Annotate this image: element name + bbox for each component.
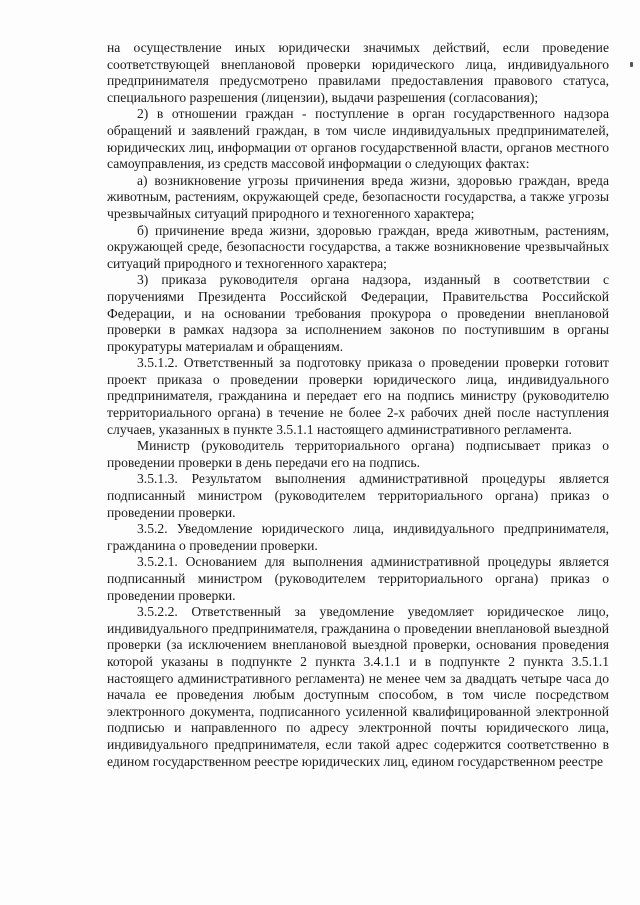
paragraph-3-5-2-2: 3.5.2.2. Ответственный за уведомление уведомляет юридическое лицо, индивидуального предпринимателя, гражданина о проведении внеплановой выездной проверки (за исключением внеплановой выездной проверки, основания проведения которой указаны в подпункте 2 пункта 3.4.1.1 и в подпункте 2 пункта 3.5.1.1 настоящего административного регламента) не менее чем за двадцать четыре часа до начала ее проведения любым доступным способом, в том числе посредством электронного документа, подписанного усиленной квалифицированной электронной подписью и направленного по адресу электронной почты юридического лица, индивидуального предпринимателя, если такой адрес содержится соответственно в едином государственном реестре юридических лиц, едином государственном реестре bbox=[107, 604, 609, 769]
page-edge-mark bbox=[630, 62, 633, 67]
paragraph-item-2: 2) в отношении граждан - поступление в орган государственного надзора обращений и заявлений граждан, в том числе индивидуальных предпринимателей, юридических лиц, информации от органов государственной власти, органов местного самоуправления, из средств массовой информации о следующих фактах: bbox=[107, 106, 609, 172]
paragraph-continuation: на осуществление иных юридически значимых действий, если проведение соответствующей внеплановой проверки юридического лица, индивидуального предпринимателя предусмотрено правилами предоставления правового статуса, специального разрешения (лицензии), выдачи разрешения (согласования); bbox=[107, 40, 609, 105]
paragraph-minister-signs: Министр (руководитель территориального органа) подписывает приказ о проведении проверки в день передачи его на подпись. bbox=[107, 438, 609, 470]
paragraph-3-5-2-1: 3.5.2.1. Основанием для выполнения административной процедуры является подписанный министром (руководителем территориального органа) приказ о проведении проверки. bbox=[107, 554, 609, 603]
paragraph-item-a: а) возникновение угрозы причинения вреда жизни, здоровью граждан, вреда животным, растениям, окружающей среде, безопасности государства, а также угрозы чрезвычайных ситуаций природного и техногенного характера; bbox=[107, 172, 609, 221]
paragraph-3-5-1-2: 3.5.1.2. Ответственный за подготовку приказа о проведении проверки готовит проект приказа о проведении проверки юридического лица, индивидуального предпринимателя, гражданина и передает его на подпись министру (руководителю территориального органа) в течение не более 2-х рабочих дней после наступления случаев, указанных в пункте 3.5.1.1 настоящего административного регламента. bbox=[107, 355, 609, 437]
paragraph-3-5-2: 3.5.2. Уведомление юридического лица, индивидуального предпринимателя, гражданина о проведении проверки. bbox=[107, 521, 609, 553]
paragraph-3-5-1-3: 3.5.1.3. Результатом выполнения административной процедуры является подписанный министром (руководителем территориального органа) приказ о проведении проверки. bbox=[107, 471, 609, 520]
paragraph-item-3: 3) приказа руководителя органа надзора, изданный в соответствии с поручениями Президента Российской Федерации, Правительства Российской Федерации, и на основании требования прокурора о проведении внеплановой проверки в рамках надзора за исполнением законов по поступившим в органы прокуратуры материалам и обращениям. bbox=[107, 272, 609, 354]
paragraph-item-b: б) причинение вреда жизни, здоровью граждан, вреда животным, растениям, окружающей среде, безопасности государства, а также возникновение чрезвычайных ситуаций природного и техногенного характера; bbox=[107, 222, 609, 271]
document-body bbox=[107, 40, 609, 770]
